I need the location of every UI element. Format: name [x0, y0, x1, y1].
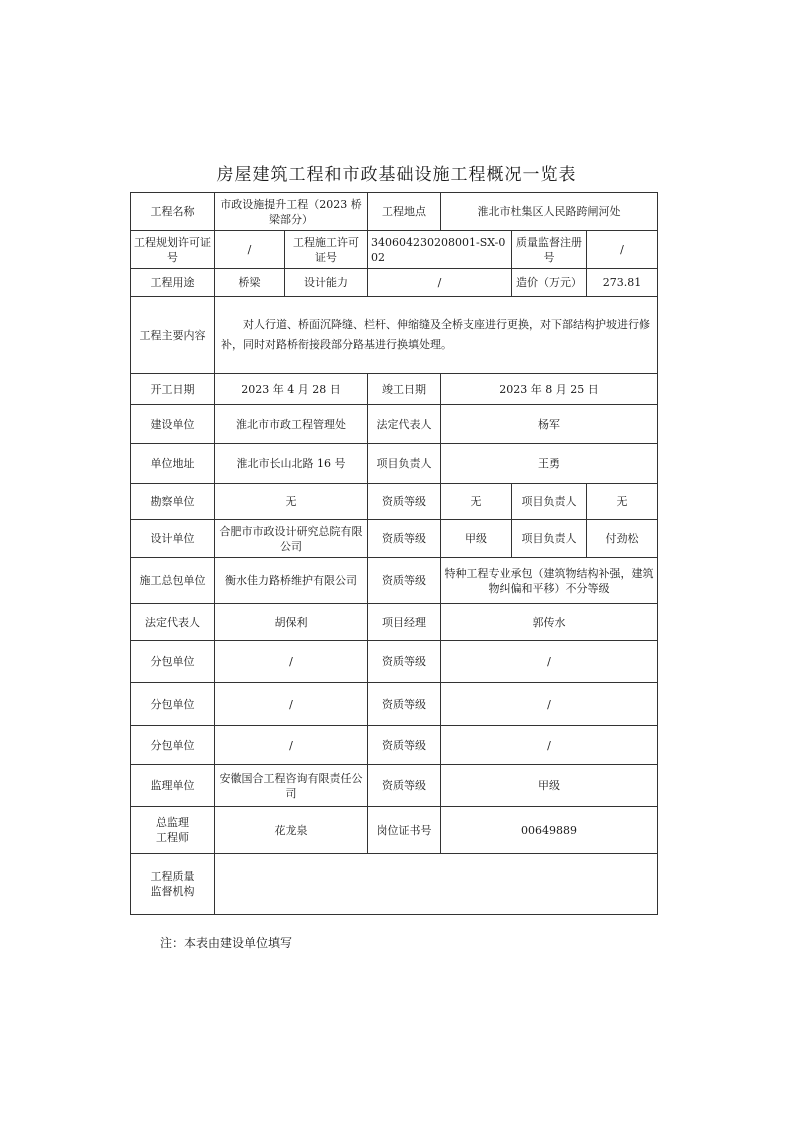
- builder-value: 淮北市市政工程管理处: [215, 405, 368, 444]
- supervision-qualification-label: 资质等级: [368, 765, 441, 807]
- end-date-label: 竣工日期: [368, 374, 441, 405]
- survey-lead-label: 项目负责人: [512, 484, 587, 520]
- row-main-content: [131, 297, 658, 374]
- row-contractor-people: [131, 604, 658, 641]
- design-qualification-value: 甲级: [441, 520, 512, 558]
- design-qualification-label: 资质等级: [368, 520, 441, 558]
- row-general-contractor: [131, 558, 658, 604]
- design-lead-value: 付劲松: [587, 520, 658, 558]
- chief-supervisor-label-line1: 总监理: [156, 816, 189, 829]
- design-capacity-label: 设计能力: [285, 269, 368, 297]
- row-subcontractor: [131, 683, 658, 726]
- project-name-value: 市政设施提升工程（2023 桥梁部分）: [215, 193, 368, 231]
- start-date-label: 开工日期: [131, 374, 215, 405]
- contractor-qualification-label: 资质等级: [368, 558, 441, 604]
- row-subcontractor: [131, 641, 658, 683]
- subcontractor-qualification-label: 资质等级: [368, 726, 441, 765]
- quality-agency-label-line2: 监督机构: [150, 885, 195, 898]
- design-lead-label: 项目负责人: [512, 520, 587, 558]
- quality-supervision-label: 质量监督注册号: [512, 231, 587, 269]
- subcontractor-qualification-value: /: [441, 683, 658, 726]
- row-quality-supervision-agency: [131, 854, 658, 915]
- quality-supervision-value: /: [587, 231, 658, 269]
- builder-legal-rep-label: 法定代表人: [368, 405, 441, 444]
- row-address: [131, 444, 658, 484]
- row-design: [131, 520, 658, 558]
- document-title: 房屋建筑工程和市政基础设施工程概况一览表: [216, 165, 577, 185]
- subcontractor-label: 分包单位: [131, 683, 215, 726]
- row-subcontractor: [131, 726, 658, 765]
- survey-unit-value: 无: [215, 484, 368, 520]
- planning-permit-value: /: [215, 231, 285, 269]
- project-manager-label: 项目经理: [368, 604, 441, 641]
- row-permits: [131, 231, 658, 269]
- subcontractor-qualification-label: 资质等级: [368, 683, 441, 726]
- quality-agency-label-line1: 工程质量: [150, 870, 195, 883]
- general-contractor-value: 衡水佳力路桥维护有限公司: [215, 558, 368, 604]
- row-builder: [131, 405, 658, 444]
- row-usage: [131, 269, 658, 297]
- survey-qualification-value: 无: [441, 484, 512, 520]
- contractor-legal-rep-label: 法定代表人: [131, 604, 215, 641]
- address-label: 单位地址: [131, 444, 215, 484]
- subcontractor-label: 分包单位: [131, 726, 215, 765]
- project-location-label: 工程地点: [368, 193, 441, 231]
- subcontractor-qualification-value: /: [441, 641, 658, 683]
- subcontractor-qualification-value: /: [441, 726, 658, 765]
- survey-lead-value: 无: [587, 484, 658, 520]
- project-location-value: 淮北市杜集区人民路跨闸河处: [441, 193, 658, 231]
- construction-permit-value: 340604230208001-SX-002: [368, 231, 512, 269]
- quality-agency-value: [215, 854, 658, 915]
- chief-supervisor-value: 花龙泉: [215, 807, 368, 854]
- supervision-unit-value: 安徽国合工程咨询有限责任公司: [215, 765, 368, 807]
- chief-supervisor-label: [131, 807, 215, 854]
- planning-permit-label: 工程规划许可证号: [131, 231, 215, 269]
- subcontractor-value: /: [215, 683, 368, 726]
- project-lead-value: 王勇: [441, 444, 658, 484]
- usage-value: 桥梁: [215, 269, 285, 297]
- row-project-name: [131, 193, 658, 231]
- project-lead-label: 项目负责人: [368, 444, 441, 484]
- supervision-unit-label: 监理单位: [131, 765, 215, 807]
- builder-legal-rep-value: 杨军: [441, 405, 658, 444]
- design-unit-value: 合肥市市政设计研究总院有限公司: [215, 520, 368, 558]
- certificate-number-label: 岗位证书号: [368, 807, 441, 854]
- subcontractor-qualification-label: 资质等级: [368, 641, 441, 683]
- certificate-number-value: 00649889: [441, 807, 658, 854]
- survey-unit-label: 勘察单位: [131, 484, 215, 520]
- row-dates: [131, 374, 658, 405]
- chief-supervisor-label-line2: 工程师: [156, 831, 189, 844]
- row-supervision: [131, 765, 658, 807]
- footnote: 注：本表由建设单位填写: [160, 936, 293, 950]
- end-date-value: 2023 年 8 月 25 日: [441, 374, 658, 405]
- general-contractor-label: 施工总包单位: [131, 558, 215, 604]
- main-content-value: 对人行道、桥面沉降缝、栏杆、伸缩缝及全桥支座进行更换，对下部结构护坡进行修补，同时对路桥衔接段部分路基进行换填处理。: [215, 297, 658, 374]
- project-overview-table: [130, 192, 658, 915]
- construction-permit-label: 工程施工许可证号: [285, 231, 368, 269]
- quality-agency-label: [131, 854, 215, 915]
- contractor-legal-rep-value: 胡保利: [215, 604, 368, 641]
- subcontractor-value: /: [215, 726, 368, 765]
- row-survey: [131, 484, 658, 520]
- project-name-label: 工程名称: [131, 193, 215, 231]
- contractor-qualification-value: 特种工程专业承包（建筑物结构补强，建筑物纠偏和平移）不分等级: [441, 558, 658, 604]
- row-chief-supervisor: [131, 807, 658, 854]
- main-content-label: 工程主要内容: [131, 297, 215, 374]
- cost-label: 造价（万元）: [512, 269, 587, 297]
- supervision-qualification-value: 甲级: [441, 765, 658, 807]
- cost-value: 273.81: [587, 269, 658, 297]
- subcontractor-label: 分包单位: [131, 641, 215, 683]
- usage-label: 工程用途: [131, 269, 215, 297]
- address-value: 淮北市长山北路 16 号: [215, 444, 368, 484]
- design-unit-label: 设计单位: [131, 520, 215, 558]
- survey-qualification-label: 资质等级: [368, 484, 441, 520]
- builder-label: 建设单位: [131, 405, 215, 444]
- start-date-value: 2023 年 4 月 28 日: [215, 374, 368, 405]
- subcontractor-value: /: [215, 641, 368, 683]
- project-manager-value: 郭传水: [441, 604, 658, 641]
- design-capacity-value: /: [368, 269, 512, 297]
